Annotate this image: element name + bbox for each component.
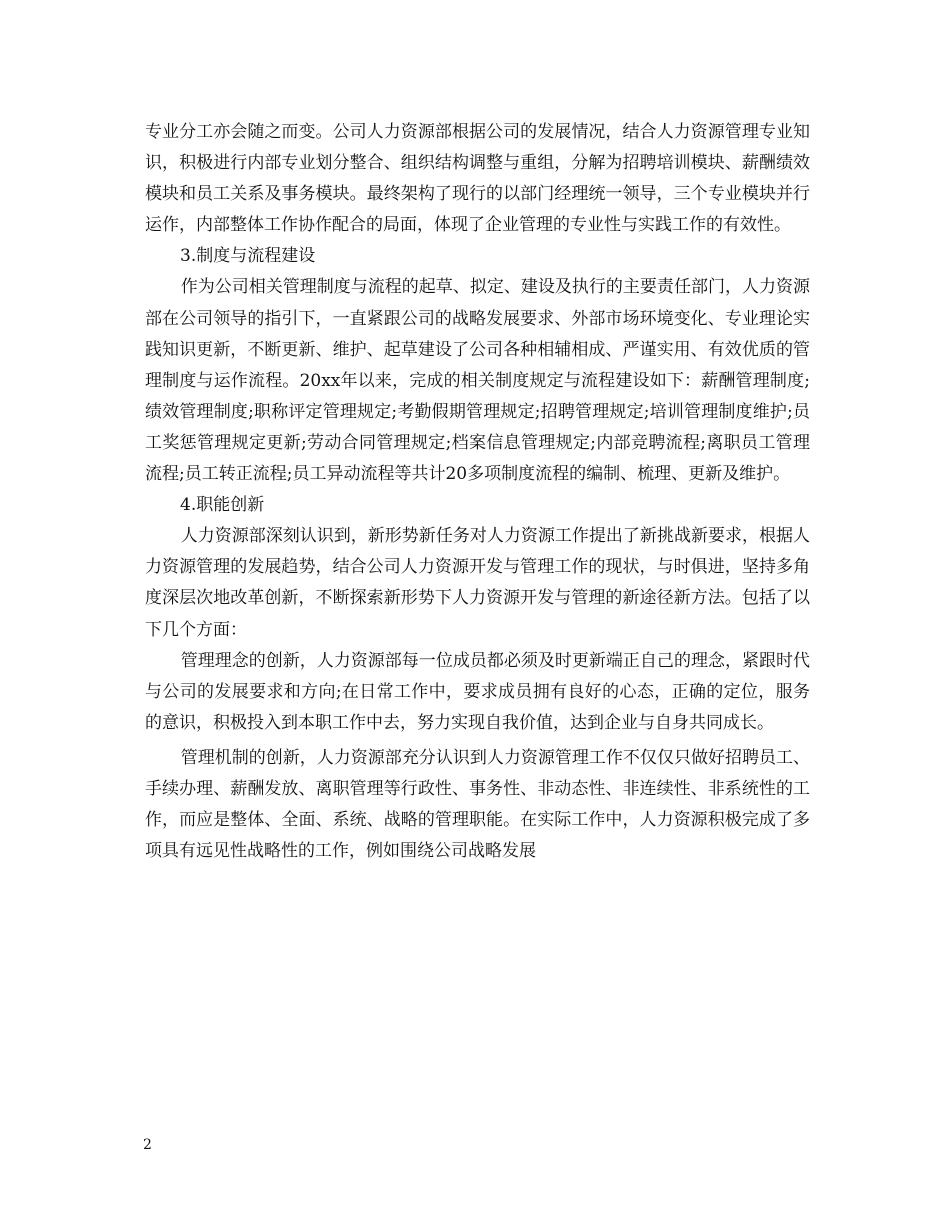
body-paragraph: 人力资源部深刻认识到，新形势新任务对人力资源工作提出了新挑战新要求，根据人力资源管理的发展趋势，结合公司人力资源开发与管理工作的现状，与时俱进，坚持多角度深层次地改革创新，不断探索新形势下人力资源开发与管理的新途径新方法。包括了以下几个方面： bbox=[145, 526, 810, 640]
body-paragraph: 专业分工亦会随之而变。公司人力资源部根据公司的发展情况，结合人力资源管理专业知识，积极进行内部专业划分整合、组织结构调整与重组，分解为招聘培训模块、薪酬绩效模块和员工关系及事务模块。最终架构了现行的以部门经理统一领导，三个专业模块并行运作，内部整体工作协作配合的局面，体现了企业管理的专业性与实践工作的有效性。 bbox=[145, 122, 810, 236]
page-number: 2 bbox=[143, 1137, 152, 1153]
section-heading: 4.职能创新 bbox=[180, 495, 265, 516]
section-heading: 3.制度与流程建设 bbox=[180, 246, 316, 267]
document-page bbox=[145, 117, 810, 867]
body-paragraph: 管理机制的创新，人力资源部充分认识到人力资源管理工作不仅仅只做好招聘员工、手续办理、薪酬发放、离职管理等行政性、事务性、非动态性、非连续性、非系统性的工作，而应是整体、全面、系统、战略的管理职能。在实际工作中，人力资源积极完成了多项具有远见性战略性的工作，例如围绕公司战略发展 bbox=[145, 747, 810, 862]
body-paragraph: 作为公司相关管理制度与流程的起草、拟定、建设及执行的主要责任部门，人力资源部在公司领导的指引下，一直紧跟公司的战略发展要求、外部市场环境变化、专业理论实践知识更新，不断更新、维护、起草建设了公司各种相辅相成、严谨实用、有效优质的管理制度与运作流程。20xx年以来，完成的相关制度规定与流程建设如下：薪酬管理制度;绩效管理制度;职称评定管理规定;考勤假期管理规定;招聘管理规定;培训管理制度维护;员工奖惩管理规定更新;劳动合同管理规定;档案信息管理规定;内部竞聘流程;离职员工管理流程;员工转正流程;员工异动流程等共计20多项制度流程的编制、梳理、更新及维护。 bbox=[145, 277, 810, 485]
body-paragraph: 管理理念的创新，人力资源部每一位成员都必须及时更新端正自己的理念，紧跟时代与公司的发展要求和方向;在日常工作中，要求成员拥有良好的心态，正确的定位，服务的意识，积极投入到本职工作中去，努力实现自我价值，达到企业与自身共同成长。 bbox=[145, 650, 810, 733]
